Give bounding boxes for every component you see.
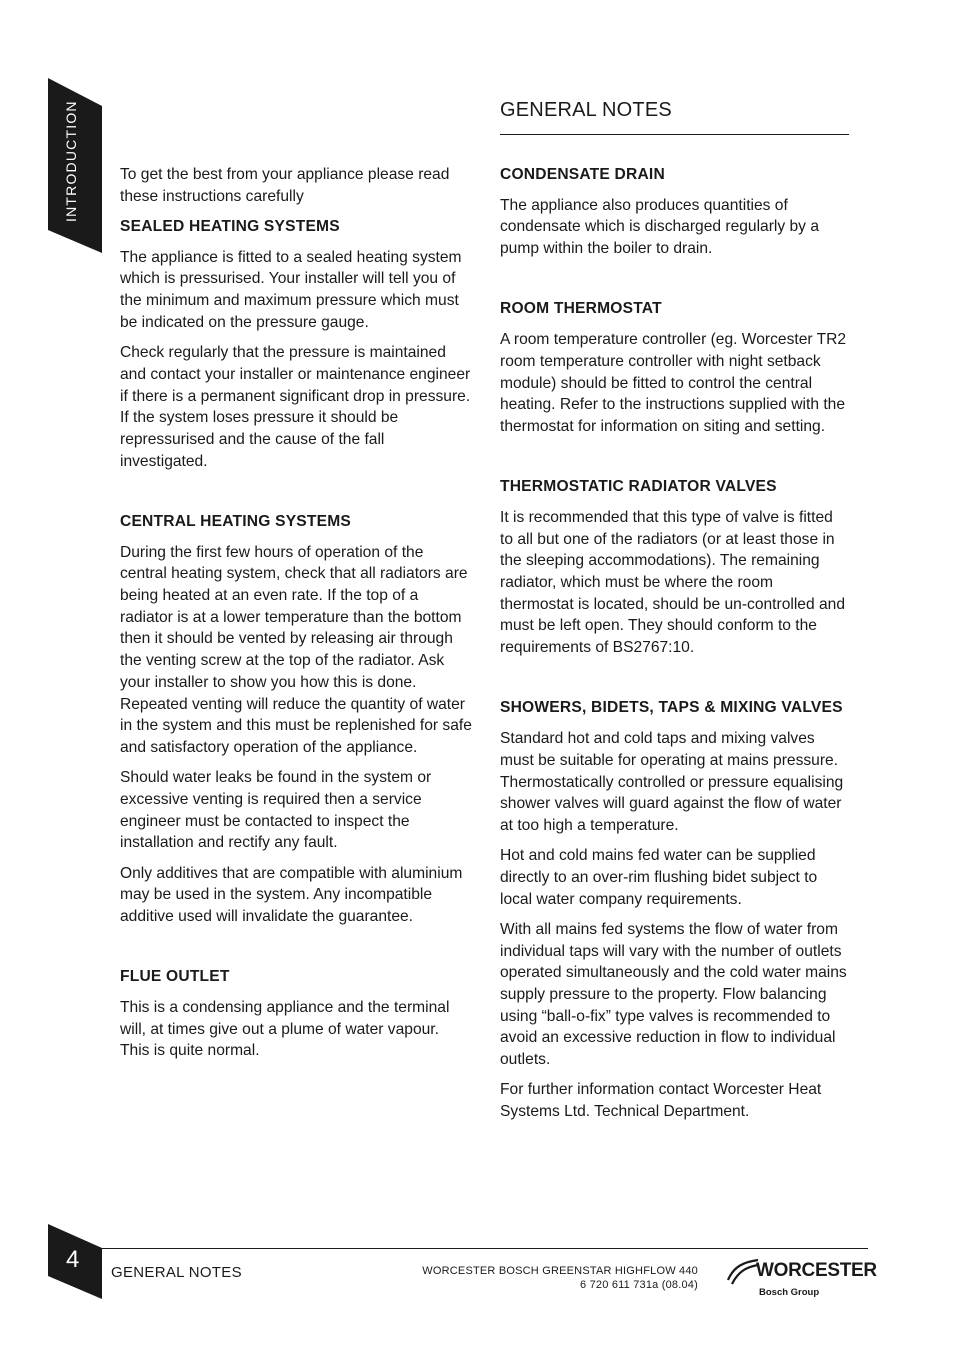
- footer-rule: [102, 1248, 868, 1249]
- showers-heading: SHOWERS, BIDETS, TAPS & MIXING VALVES: [500, 699, 843, 717]
- worcester-logo: [726, 1256, 877, 1300]
- condensate-heading: CONDENSATE DRAIN: [500, 166, 665, 183]
- left-column: [120, 164, 472, 1071]
- central-paragraph-3: Only additives that are compatible with aluminium may be used in the system. Any incompatible additive used will invalidate the guarantee.: [120, 864, 463, 926]
- intro-text: To get the best from your appliance please read these instructions carefully: [120, 166, 450, 205]
- room-thermostat-paragraph-1: A room temperature controller (eg. Worcester TR2 room temperature controller with night setback module) should be fitted to control the central heating. Refer to the instructions supplied with the thermostat for information on siting and setting.: [500, 331, 847, 435]
- flue-heading: FLUE OUTLET: [120, 968, 230, 986]
- page-heading: GENERAL NOTES: [500, 99, 672, 121]
- condensate-paragraph-1: The appliance also produces quantities of condensate which is discharged regularly by a pump within the boiler to drain.: [500, 196, 819, 258]
- heading-rule: [500, 134, 849, 135]
- section-tab-label: INTRODUCTION: [63, 100, 79, 222]
- footer-document-code: 6 720 611 731a (08.04): [580, 1279, 698, 1291]
- showers-paragraph-3: With all mains fed systems the flow of water from individual taps will vary with the number of outlets operated simultaneously and the cold water mains supply pressure to the property. Flow balancing using “ball-o-fix” type valves is recommended to avoid an excessive reduction in flow to individual outlets.: [500, 920, 847, 1069]
- sealed-heading: SEALED HEATING SYSTEMS: [120, 218, 340, 235]
- showers-paragraph-2: Hot and cold mains fed water can be supplied directly to an over-rim flushing bidet subject to local water company requirements.: [500, 847, 818, 908]
- footer-product-name: WORCESTER BOSCH GREENSTAR HIGHFLOW 440: [422, 1265, 698, 1277]
- logo-wordmark: WORCESTER: [756, 1260, 877, 1281]
- central-paragraph-1: During the first few hours of operation of the central heating system, check that all radiators are being heated at an even rate. If the top of a radiator is at a lower temperature than the bottom then it should be vented by releasing air through the venting screw at the top of the radiator. Ask your installer to show you how this is done. Repeated venting will reduce the quantity of water in the system and this must be replenished for safe and satisfactory operation of the appliance.: [120, 543, 472, 756]
- sealed-paragraph-1: The appliance is fitted to a sealed heating system which is pressurised. Your installer will tell you of the minimum and maximum pressure which must be indicated on the pressure gauge.: [120, 248, 462, 331]
- central-paragraph-2: Should water leaks be found in the system or excessive venting is required then a service engineer must be contacted to inspect the installation and rectify any fault.: [120, 769, 432, 852]
- room-thermostat-heading: ROOM THERMOSTAT: [500, 300, 662, 318]
- right-column: [500, 164, 850, 1131]
- logo-swoosh-icon: [726, 1258, 760, 1288]
- showers-paragraph-1: Standard hot and cold taps and mixing valves must be suitable for operating at mains pressure. Thermostatically controlled or pressure equalising shower valves will guard against the flow of water at too high a temperature.: [500, 730, 844, 834]
- footer-section-title: GENERAL NOTES: [111, 1264, 242, 1281]
- trv-heading: THERMOSTATIC RADIATOR VALVES: [500, 478, 777, 496]
- showers-paragraph-4: For further information contact Worcester Heat Systems Ltd. Technical Department.: [500, 1081, 822, 1121]
- logo-subtitle: Bosch Group: [759, 1287, 820, 1298]
- footer-product-info: [422, 1264, 698, 1292]
- trv-paragraph-1: It is recommended that this type of valve is fitted to all but one of the radiators (or at least those in the sleeping accommodations). The remaining radiator, which must be where the room thermostat is located, should be un-controlled and must be left open. They should conform to the requirements of BS2767:10.: [500, 508, 846, 657]
- page-number: 4: [66, 1246, 80, 1273]
- flue-paragraph-1: This is a condensing appliance and the terminal will, at times give out a plume of water vapour. This is quite normal.: [120, 999, 450, 1060]
- sealed-paragraph-2: Check regularly that the pressure is maintained and contact your installer or maintenance engineer if there is a permanent significant drop in pressure. If the system loses pressure it should be repressurised and the cause of the fall investigated.: [120, 344, 471, 470]
- central-heading: CENTRAL HEATING SYSTEMS: [120, 512, 352, 530]
